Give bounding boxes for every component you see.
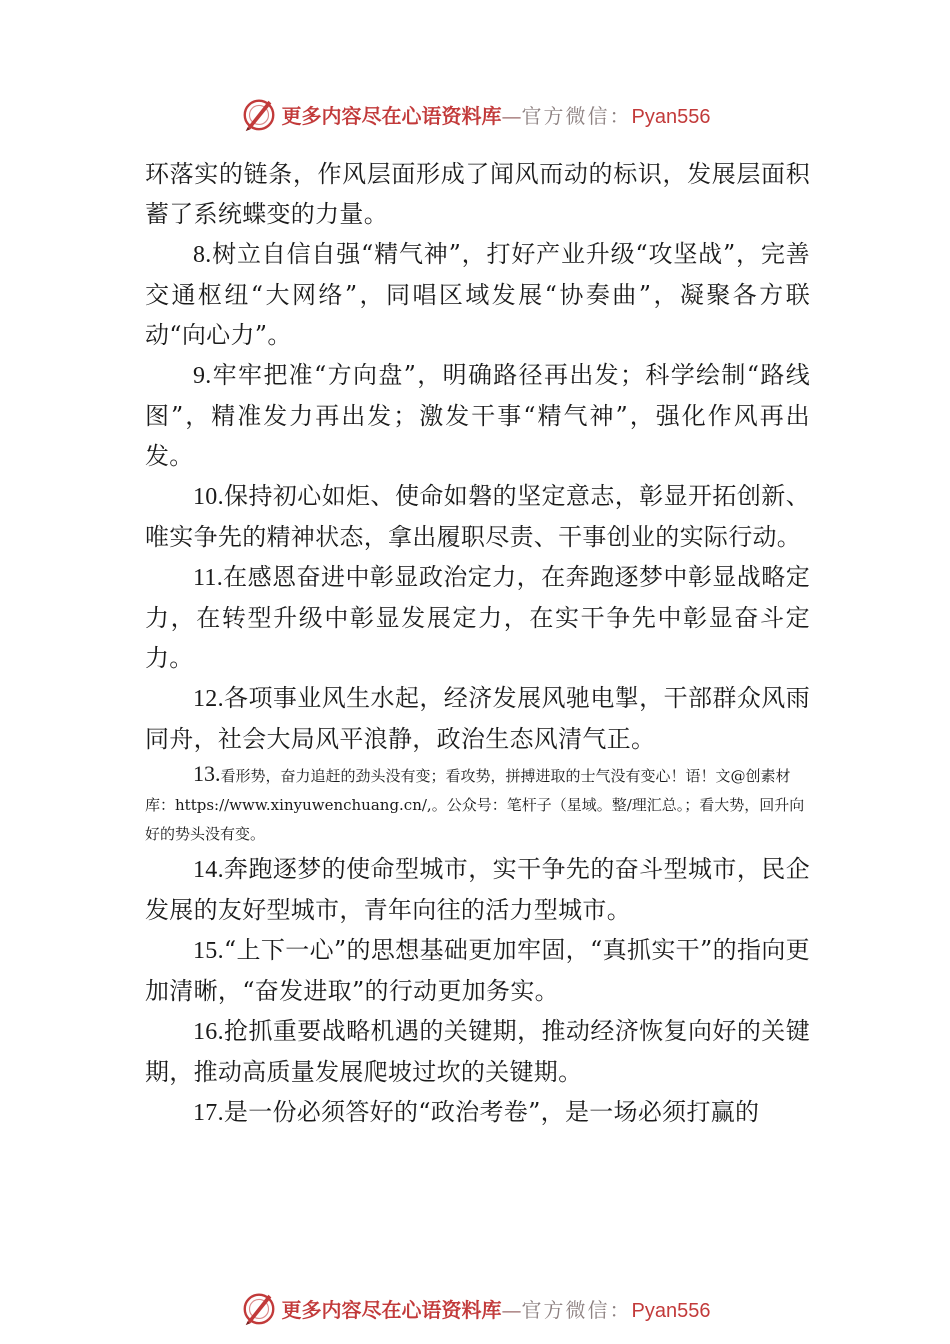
paragraph-12 (145, 678, 810, 759)
paragraph-number: 8. (193, 242, 212, 268)
header-text (282, 100, 711, 129)
document-body (145, 154, 810, 1133)
paragraph-number: 16. (193, 1019, 224, 1045)
paragraph-number: 11. (193, 565, 224, 591)
paragraph-text: 抢抓重要战略机遇的关键期，推动经济恢复向好的关键期，推动高质量发展爬坡过坎的关键期。 (145, 1017, 810, 1086)
paragraph-8 (145, 234, 810, 355)
header-banner (0, 94, 950, 134)
paragraph-text: 环落实的链条，作风层面形成了闻风而动的标识，发展层面积蓄了系统蝶变的力量。 (145, 160, 810, 228)
paragraph-number: 12. (193, 686, 224, 712)
header-dash: — (501, 103, 522, 128)
paragraph-text: 奔跑逐梦的使命型城市，实干争先的奋斗型城市，民企发展的友好型城市，青年向往的活力型城市。 (145, 855, 810, 924)
paragraph-17 (145, 1092, 810, 1133)
footer-text (282, 1294, 711, 1323)
paragraph-text: 各项事业风生水起，经济发展风驰电掣，干部群众风雨同舟，社会大局风平浪静，政治生态风清气正。 (145, 684, 810, 753)
footer-banner (0, 1288, 950, 1328)
paragraph-number: 10. (193, 484, 224, 510)
paragraph-number: 17. (193, 1100, 224, 1126)
paragraph-15 (145, 930, 810, 1011)
paragraph-text: 是一份必须答好的“政治考卷”，是一场必须打赢的 (223, 1098, 760, 1126)
paragraph-text: 树立自信自强“精气神”，打好产业升级“攻坚战”，完善交通枢纽“大网络”，同唱区域发展“协奏曲”，凝聚各方联动“向心力”。 (145, 240, 810, 349)
pen-logo-icon (240, 1289, 278, 1327)
paragraph-11 (145, 557, 810, 678)
paragraph-16 (145, 1011, 810, 1092)
paragraph-9 (145, 355, 810, 476)
paragraph-10 (145, 476, 810, 557)
paragraph-text: “上下一心”的思想基础更加牢固，“真抓实干”的指向更加清晰，“奋发进取”的行动更加务实。 (145, 936, 810, 1005)
paragraph-13 (145, 759, 810, 849)
paragraph-text: 保持初心如炬、使命如磐的坚定意志，彰显开拓创新、唯实争先的精神状态，拿出履职尽责、干事创业的实际行动。 (145, 482, 810, 551)
paragraph-14 (145, 849, 810, 930)
paragraph-number: 13. (193, 761, 221, 786)
footer-wechat-id: Pyan556 (631, 1299, 711, 1322)
footer-brand-text: 更多内容尽在心语资料库 (281, 1297, 502, 1322)
paragraph-text: 在感恩奋进中彰显政治定力，在奔跑逐梦中彰显战略定力，在转型升级中彰显发展定力，在实干争先中彰显奋斗定力。 (145, 563, 810, 672)
header-wechat-label: 官方微信： (521, 103, 632, 128)
footer-wechat-label: 官方微信： (521, 1297, 632, 1322)
paragraph-continued (145, 154, 810, 234)
paragraph-number: 14. (193, 857, 224, 883)
pen-logo-icon (240, 95, 278, 133)
paragraph-number: 15. (193, 938, 224, 964)
paragraph-text: 看形势，奋力追赶的劲头没有变；看攻势，拼搏进取的士气没有变心！语！文@创素材库：https://www.xinyuwenchuang.cn/,。公众号：笔杆子（星域。整/理汇总。；看大势，回升向好的势头没有变。 (145, 767, 805, 843)
header-brand-text: 更多内容尽在心语资料库 (281, 103, 502, 128)
paragraph-number: 9. (193, 363, 212, 389)
header-wechat-id: Pyan556 (631, 105, 711, 128)
paragraph-text: 牢牢把准“方向盘”，明确路径再出发；科学绘制“路线图”，精准发力再出发；激发干事“精气神”，强化作风再出发。 (145, 361, 810, 470)
footer-dash: — (501, 1297, 522, 1322)
